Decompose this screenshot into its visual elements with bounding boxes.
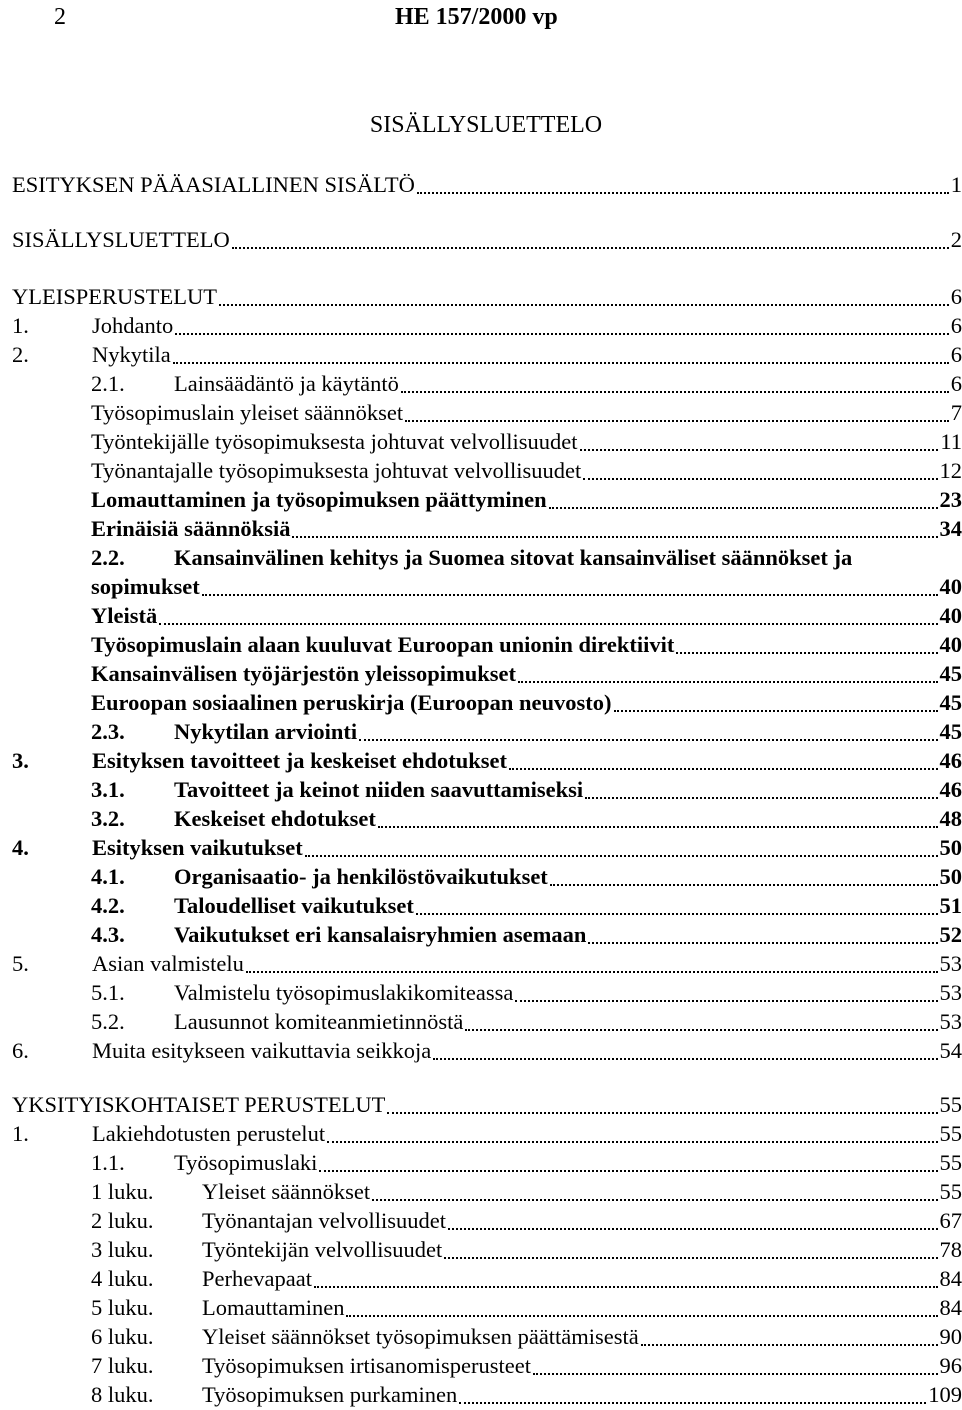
toc-entry-page: 51 [940, 891, 962, 921]
toc-entry-page: 1 [951, 170, 962, 200]
toc-entry-page: 40 [940, 572, 962, 602]
toc-entry-page: 96 [940, 1351, 962, 1381]
toc-entry[interactable] [12, 746, 962, 776]
toc-entry-page: 7 [951, 398, 962, 428]
dot-leader [175, 333, 949, 335]
dot-leader [327, 1141, 937, 1143]
toc-entry[interactable] [12, 543, 962, 573]
dot-leader [459, 1402, 926, 1404]
dot-leader [314, 1286, 938, 1288]
dot-leader [676, 652, 937, 654]
toc-entry-label: Työsopimuslain alaan kuuluvat Euroopan unionin direktiivit [91, 630, 674, 660]
toc-entry[interactable] [12, 775, 962, 805]
toc-entry[interactable] [12, 456, 962, 486]
toc-entry-number: 3.2. [91, 804, 174, 834]
dot-leader [433, 1058, 937, 1060]
toc-entry-page: 84 [940, 1293, 962, 1323]
toc-entry-page: 67 [940, 1206, 962, 1236]
toc-entry-page: 55 [940, 1119, 962, 1149]
dot-leader [305, 855, 938, 857]
toc-entry[interactable] [12, 1206, 962, 1236]
toc-entry-page: 54 [940, 1036, 962, 1066]
toc-entry[interactable] [12, 311, 962, 341]
toc-entry-number: 1. [12, 311, 92, 341]
toc-entry-label: YLEISPERUSTELUT [12, 282, 217, 312]
toc-entry-label: Työntekijän velvollisuudet [202, 1235, 442, 1265]
toc-entry[interactable] [12, 949, 962, 979]
toc-entry-page: 2 [951, 225, 962, 255]
dot-leader [378, 826, 938, 828]
toc-entry-label: Tavoitteet ja keinot niiden saavuttamiseksi [174, 775, 583, 805]
toc-entry[interactable] [12, 920, 962, 950]
toc-entry[interactable] [12, 340, 962, 370]
dot-leader [533, 1373, 937, 1375]
dot-leader [387, 1112, 937, 1114]
toc-entry-label: SISÄLLYSLUETTELO [12, 225, 230, 255]
toc-entry-page: 84 [940, 1264, 962, 1294]
toc-entry[interactable] [12, 514, 962, 544]
toc-entry-label: YKSITYISKOHTAISET PERUSTELUT [12, 1090, 385, 1120]
toc-entry-page: 45 [940, 688, 962, 718]
toc-title: SISÄLLYSLUETTELO [0, 112, 960, 139]
toc-entry-number: 2.2. [91, 543, 174, 573]
toc-entry-number: 4.2. [91, 891, 174, 921]
toc-entry[interactable] [12, 572, 962, 602]
toc-entry-label: Työnantajalle työsopimuksesta johtuvat velvollisuudet [91, 456, 581, 486]
toc-entry-number: 5 luku. [91, 1293, 202, 1323]
toc-entry-label: Työsopimuslain yleiset säännökset [91, 398, 403, 428]
toc-entry-number: 6. [12, 1036, 92, 1066]
toc-entry-number: 5.1. [91, 978, 174, 1008]
toc-entry-label: Yleiset säännökset työsopimuksen päättämisestä [202, 1322, 639, 1352]
toc-entry-label: Lomauttaminen [202, 1293, 344, 1323]
toc-entry[interactable] [12, 688, 962, 718]
toc-entry-label: sopimukset [91, 572, 200, 602]
toc-entry-page: 34 [940, 514, 962, 544]
toc-entry-page: 12 [940, 456, 962, 486]
toc-entry-page: 6 [951, 369, 962, 399]
toc-entry-page: 40 [940, 601, 962, 631]
toc-entry-label: Yleiset säännökset [202, 1177, 370, 1207]
toc-entry-number: 2 luku. [91, 1206, 202, 1236]
toc-entry[interactable] [12, 630, 962, 660]
page-number: 2 [54, 4, 66, 31]
toc-entry-label: Työnantajan velvollisuudet [202, 1206, 446, 1236]
dot-leader [359, 739, 937, 741]
dot-leader [448, 1228, 938, 1230]
toc-entry-page: 90 [940, 1322, 962, 1352]
toc-entry-page: 46 [940, 775, 962, 805]
toc-entry-page: 55 [940, 1177, 962, 1207]
toc-entry-page: 46 [940, 746, 962, 776]
toc-entry-label: Asian valmistelu [92, 949, 244, 979]
toc-entry[interactable] [12, 891, 962, 921]
toc-entry-number: 3 luku. [91, 1235, 202, 1265]
dot-leader [405, 420, 949, 422]
toc-entry-page: 40 [940, 630, 962, 660]
toc-entry[interactable] [12, 804, 962, 834]
toc-entry-label: Lakiehdotusten perustelut [92, 1119, 325, 1149]
dot-leader [515, 1000, 937, 1002]
toc-entry-number: 5.2. [91, 1007, 174, 1037]
toc-entry-page: 50 [940, 862, 962, 892]
toc-entry-page: 23 [940, 485, 962, 515]
dot-leader [292, 536, 937, 538]
toc-entry[interactable] [12, 1090, 962, 1120]
toc-entry-label: Nykytila [92, 340, 171, 370]
dot-leader [219, 304, 949, 306]
dot-leader [416, 913, 938, 915]
toc-entry[interactable] [12, 601, 962, 631]
toc-entry[interactable] [12, 1264, 962, 1294]
dot-leader [585, 797, 937, 799]
toc-entry-label: Yleistä [91, 601, 157, 631]
toc-entry[interactable] [12, 1235, 962, 1265]
toc-entry-page: 78 [940, 1235, 962, 1265]
dot-leader [444, 1257, 937, 1259]
toc-entry-page: 55 [940, 1148, 962, 1178]
toc-entry-label: Työsopimuksen irtisanomisperusteet [202, 1351, 531, 1381]
dot-leader [518, 681, 937, 683]
toc-entry-page: 109 [928, 1380, 962, 1410]
dot-leader [465, 1029, 937, 1031]
dot-leader [549, 507, 938, 509]
toc-entry-number: 8 luku. [91, 1380, 202, 1410]
toc-entry[interactable] [12, 398, 962, 428]
toc-entry-label: Esityksen tavoitteet ja keskeiset ehdotukset [92, 746, 507, 776]
toc-entry[interactable] [12, 978, 962, 1008]
toc-entry-number: 4.1. [91, 862, 174, 892]
toc-entry-number: 6 luku. [91, 1322, 202, 1352]
toc-entry[interactable] [12, 1119, 962, 1149]
toc-entry[interactable] [12, 282, 962, 312]
dot-leader [346, 1315, 937, 1317]
toc-entry[interactable] [12, 485, 962, 515]
page-header [0, 4, 960, 38]
dot-leader [372, 1199, 937, 1201]
toc-entry-page: 6 [951, 311, 962, 341]
toc-entry-label: Vaikutukset eri kansalaisryhmien asemaan [174, 920, 586, 950]
dot-leader [232, 247, 949, 249]
toc-entry-label: Perhevapaat [202, 1264, 312, 1294]
toc-entry-label: Erinäisiä säännöksiä [91, 514, 290, 544]
toc-entry[interactable] [12, 1293, 962, 1323]
toc-entry-label: Valmistelu työsopimuslakikomiteassa [174, 978, 513, 1008]
toc-entry-page: 45 [940, 717, 962, 747]
dot-leader [202, 594, 938, 596]
toc-entry[interactable] [12, 1351, 962, 1381]
toc-entry[interactable] [12, 1380, 962, 1410]
toc-entry-label: ESITYKSEN PÄÄASIALLINEN SISÄLTÖ [12, 170, 415, 200]
toc-entry-number: 5. [12, 949, 92, 979]
toc-entry[interactable] [12, 1177, 962, 1207]
toc-entry[interactable] [12, 225, 962, 255]
toc-entry-number: 2.1. [91, 369, 174, 399]
toc-entry-number: 7 luku. [91, 1351, 202, 1381]
dot-leader [159, 623, 937, 625]
toc-entry-label: Nykytilan arviointi [174, 717, 357, 747]
toc-entry-label: Lausunnot komiteanmietinnöstä [174, 1007, 463, 1037]
toc-entry-page: 55 [940, 1090, 962, 1120]
toc-entry-label: Esityksen vaikutukset [92, 833, 303, 863]
toc-entry-page: 50 [940, 833, 962, 863]
toc-entry-page: 45 [940, 659, 962, 689]
dot-leader [246, 971, 938, 973]
toc-entry-label: Organisaatio- ja henkilöstövaikutukset [174, 862, 548, 892]
dot-leader [550, 884, 938, 886]
toc-entry-page: 48 [940, 804, 962, 834]
toc-entry-page: 6 [951, 282, 962, 312]
toc-entry-label: Työsopimuksen purkaminen [202, 1380, 457, 1410]
toc-entry-label: Johdanto [92, 311, 173, 341]
toc-entry-label: Muita esitykseen vaikuttavia seikkoja [92, 1036, 431, 1066]
toc-entry-page: 11 [940, 427, 962, 457]
toc-entry-number: 3.1. [91, 775, 174, 805]
toc-entry[interactable] [12, 369, 962, 399]
dot-leader [319, 1170, 937, 1172]
toc-entry-label: Taloudelliset vaikutukset [174, 891, 414, 921]
dot-leader [509, 768, 938, 770]
toc-entry-page: 52 [940, 920, 962, 950]
toc-entry-label: Työsopimuslaki [174, 1148, 317, 1178]
toc-entry-label: Kansainvälinen kehitys ja Suomea sitovat kansainväliset säännökset ja [174, 543, 852, 573]
toc-entry[interactable] [12, 1007, 962, 1037]
toc-entry[interactable] [12, 1148, 962, 1178]
toc-entry-label: Lomauttaminen ja työsopimuksen päättyminen [91, 485, 547, 515]
toc-entry[interactable] [12, 1322, 962, 1352]
toc-entry-number: 1.1. [91, 1148, 174, 1178]
toc-entry-number: 1 luku. [91, 1177, 202, 1207]
toc-entry-page: 53 [940, 949, 962, 979]
toc-entry-number: 2.3. [91, 717, 174, 747]
toc-entry[interactable] [12, 862, 962, 892]
dot-leader [173, 362, 949, 364]
toc-entry-label: Keskeiset ehdotukset [174, 804, 376, 834]
toc-entry-page: 6 [951, 340, 962, 370]
dot-leader [588, 942, 937, 944]
toc-entry-page: 53 [940, 1007, 962, 1037]
toc-entry-number: 4.3. [91, 920, 174, 950]
toc-entry-number: 3. [12, 746, 92, 776]
toc-entry[interactable] [12, 427, 962, 457]
toc-entry[interactable] [12, 1036, 962, 1066]
dot-leader [580, 449, 939, 451]
document-id: HE 157/2000 vp [395, 4, 558, 31]
toc-entry[interactable] [12, 833, 962, 863]
toc-entry-page: 53 [940, 978, 962, 1008]
dot-leader [417, 192, 949, 194]
toc-entry-label: Työntekijälle työsopimuksesta johtuvat velvollisuudet [91, 427, 578, 457]
toc-entry-number: 1. [12, 1119, 92, 1149]
toc-entry-label: Lainsäädäntö ja käytäntö [174, 369, 399, 399]
dot-leader [583, 478, 937, 480]
toc-entry-number: 4. [12, 833, 92, 863]
toc-entry-number: 2. [12, 340, 92, 370]
toc-entry[interactable] [12, 717, 962, 747]
toc-entry[interactable] [12, 659, 962, 689]
toc-entry[interactable] [12, 170, 962, 200]
toc-entry-label: Kansainvälisen työjärjestön yleissopimukset [91, 659, 516, 689]
toc-entry-number: 4 luku. [91, 1264, 202, 1294]
toc-entry-label: Euroopan sosiaalinen peruskirja (Euroopan neuvosto) [91, 688, 612, 718]
dot-leader [614, 710, 938, 712]
dot-leader [641, 1344, 938, 1346]
dot-leader [401, 391, 949, 393]
